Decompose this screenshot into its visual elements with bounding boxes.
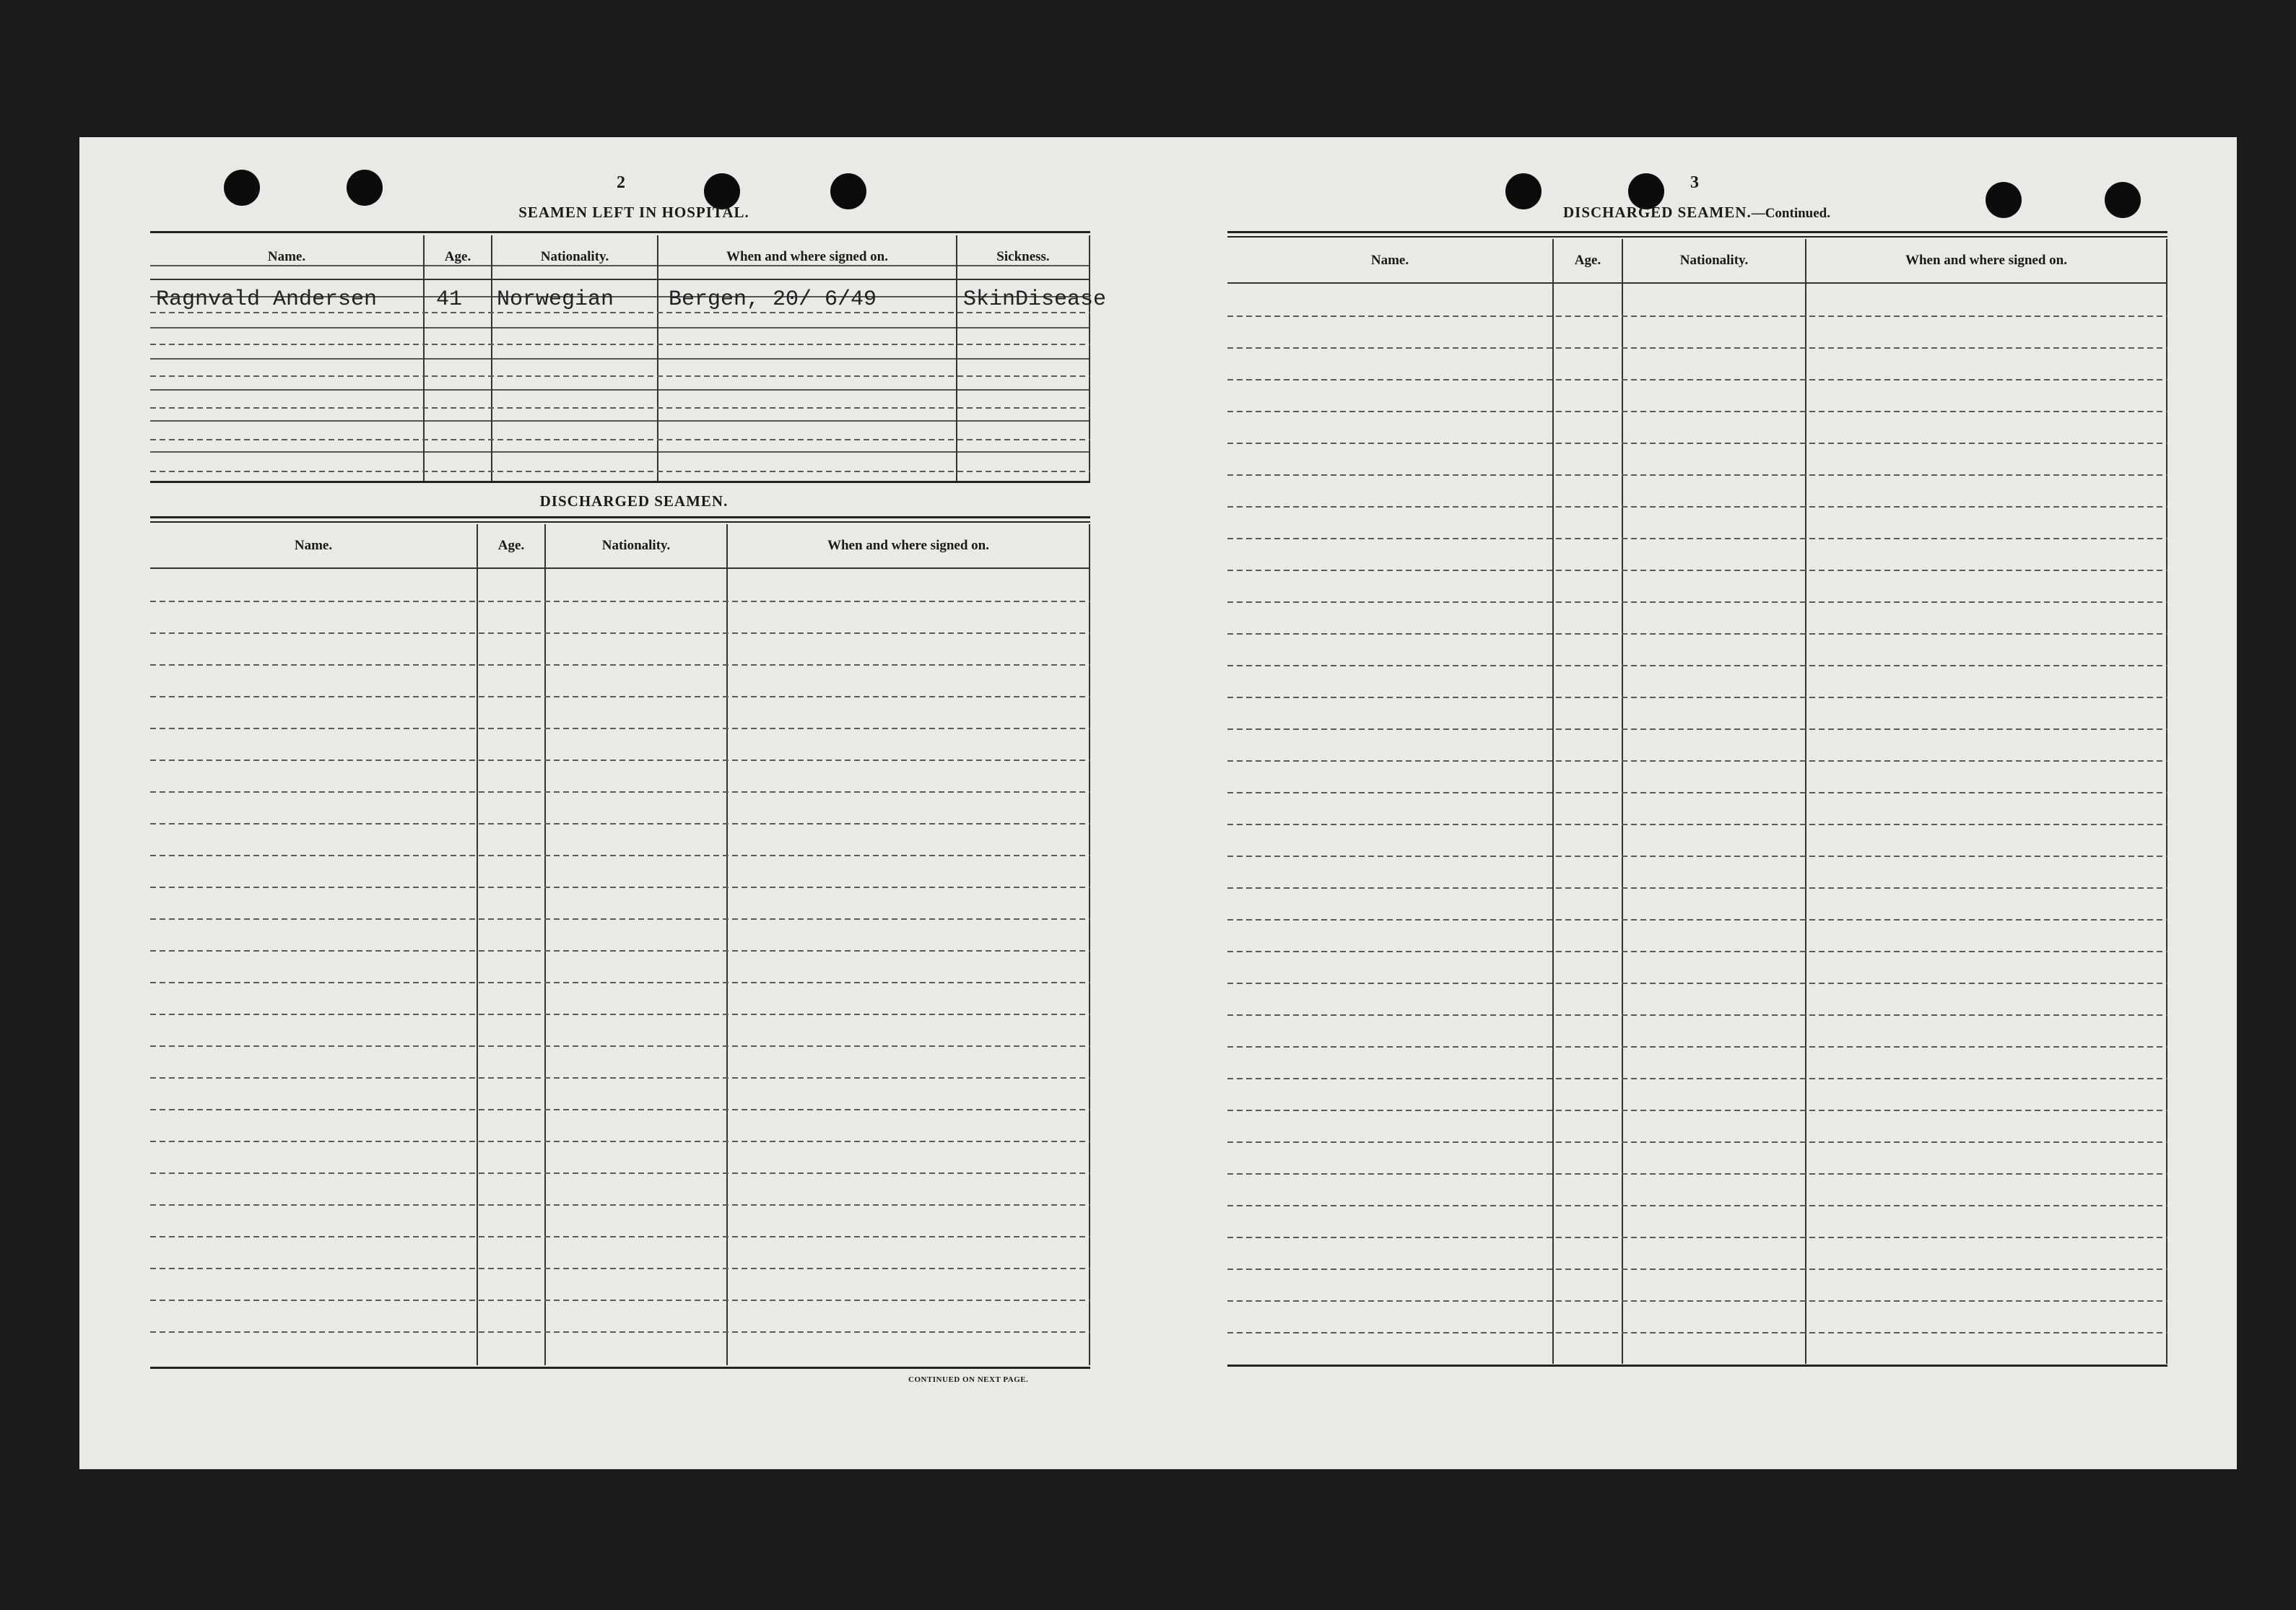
right-page-number: 3	[1690, 173, 1699, 192]
ruled-line	[1227, 1205, 2167, 1206]
hospital-row-signed-on: Bergen, 20/ 6/49	[669, 287, 877, 312]
ruled-line	[150, 601, 1090, 602]
ruled-line	[1227, 1300, 2167, 1302]
ruled-line	[1227, 856, 2167, 857]
punch-hole-left-4	[830, 173, 866, 209]
ruled-line	[150, 696, 1090, 697]
hospital-header-nationality: Nationality.	[492, 235, 657, 280]
right-top-rule-2	[1227, 236, 2167, 238]
ruled-line	[1227, 728, 2167, 730]
ruled-line	[1227, 570, 2167, 571]
right-page-bottom-rule	[1227, 1365, 2167, 1367]
ruled-line	[1227, 1269, 2167, 1270]
ruled-line	[150, 1077, 1090, 1079]
ruled-line	[1227, 887, 2167, 889]
ruled-line	[1227, 601, 2167, 603]
punch-hole-right-4	[2105, 182, 2141, 218]
ruled-line	[1227, 538, 2167, 539]
right-header-age: Age.	[1554, 239, 1622, 284]
discharged-continued-title	[1538, 204, 1856, 222]
hospital-header-sickness: Sickness.	[957, 235, 1089, 280]
hospital-row-nationality: Norwegian	[497, 287, 614, 312]
punch-hole-right-1	[1505, 173, 1541, 209]
ruled-line	[1227, 316, 2167, 317]
ruled-line	[1227, 474, 2167, 476]
ruled-line	[150, 918, 1090, 920]
ruled-line	[1227, 919, 2167, 921]
ruled-line	[1227, 1078, 2167, 1079]
ruled-line	[150, 1236, 1090, 1237]
ruled-line	[1227, 506, 2167, 508]
ruled-line	[1227, 1173, 2167, 1175]
ruled-line	[1227, 1046, 2167, 1048]
ruled-line	[1227, 633, 2167, 635]
ruled-line	[1227, 1237, 2167, 1238]
hospital-row-sickness: SkinDisease	[963, 287, 1107, 312]
left-page-number: 2	[617, 173, 625, 192]
discharged-top-rule	[150, 516, 1090, 518]
discharged-right-ruled-lines	[1227, 239, 2167, 1364]
discharged-continued-title-main: DISCHARGED SEAMEN.	[1563, 204, 1752, 221]
right-top-rule	[1227, 231, 2167, 233]
ruled-line	[150, 982, 1090, 983]
ruled-line	[1227, 1110, 2167, 1111]
ruled-line	[150, 1331, 1090, 1333]
ruled-line	[1227, 760, 2167, 762]
document-sheet	[79, 137, 2237, 1469]
right-header-name: Name.	[1227, 239, 1552, 284]
ruled-line	[150, 344, 1090, 345]
ruled-line	[150, 1172, 1090, 1174]
discharged-table-left	[150, 524, 1090, 1365]
ruled-line	[150, 855, 1090, 856]
hospital-header-signed-on: When and where signed on.	[658, 235, 956, 280]
discharged-top-rule-2	[150, 521, 1090, 523]
ruled-line	[150, 1141, 1090, 1142]
ruled-line	[150, 823, 1090, 824]
discharged-section-title: DISCHARGED SEAMEN.	[539, 492, 729, 510]
ruled-line	[150, 439, 1090, 440]
hospital-bottom-rule	[150, 481, 1090, 483]
discharged-table-right	[1227, 239, 2167, 1364]
discharged-continued-title-suffix: —Continued.	[1751, 206, 1830, 221]
ruled-line	[150, 760, 1090, 761]
ruled-line	[150, 471, 1090, 472]
ruled-line	[150, 1014, 1090, 1015]
ruled-line	[150, 312, 1090, 313]
hospital-row-age: 41	[436, 287, 463, 312]
right-header-nationality: Nationality.	[1623, 239, 1805, 284]
hospital-top-rule	[150, 231, 1090, 233]
ruled-line	[1227, 951, 2167, 952]
ruled-line	[1227, 665, 2167, 666]
ruled-line	[1227, 1332, 2167, 1333]
ruled-line	[150, 950, 1090, 952]
ruled-line	[150, 375, 1090, 377]
ruled-line	[150, 1268, 1090, 1269]
punch-hole-left-2	[347, 170, 383, 206]
hospital-table	[150, 235, 1107, 481]
right-header-signed-on: When and where signed on.	[1806, 239, 2166, 284]
discharged-header-age: Age.	[478, 524, 544, 569]
ruled-line	[150, 728, 1090, 729]
ruled-line	[150, 887, 1090, 888]
ruled-line	[1227, 983, 2167, 984]
ruled-line	[150, 1109, 1090, 1110]
ruled-line	[1227, 824, 2167, 825]
ruled-line	[150, 664, 1090, 666]
ruled-line	[150, 791, 1090, 793]
ruled-line	[1227, 697, 2167, 698]
ruled-line	[1227, 443, 2167, 444]
ruled-line	[150, 632, 1090, 634]
ruled-line	[150, 1045, 1090, 1047]
ruled-line	[1227, 411, 2167, 412]
discharged-header-signed-on: When and where signed on.	[728, 524, 1089, 569]
ruled-line	[150, 1204, 1090, 1206]
hospital-ruled-lines	[150, 235, 1090, 481]
ruled-line	[1227, 1014, 2167, 1016]
punch-hole-right-3	[1986, 182, 2022, 218]
hospital-section-title: SEAMEN LEFT IN HOSPITAL.	[518, 204, 749, 221]
ruled-line	[150, 407, 1090, 409]
ruled-line	[150, 1300, 1090, 1301]
hospital-header-name: Name.	[150, 235, 423, 280]
ruled-line	[1227, 1141, 2167, 1143]
punch-hole-left-1	[224, 170, 260, 206]
discharged-left-ruled-lines	[150, 524, 1090, 1365]
ruled-line	[1227, 379, 2167, 380]
ruled-line	[1227, 347, 2167, 349]
discharged-header-nationality: Nationality.	[546, 524, 726, 569]
ruled-line	[1227, 792, 2167, 793]
discharged-header-name: Name.	[150, 524, 477, 569]
continued-footnote: CONTINUED ON NEXT PAGE.	[908, 1375, 1029, 1384]
hospital-row-name: Ragnvald Andersen	[156, 287, 378, 312]
left-page-bottom-rule	[150, 1367, 1090, 1369]
hospital-header-age: Age.	[425, 235, 491, 280]
